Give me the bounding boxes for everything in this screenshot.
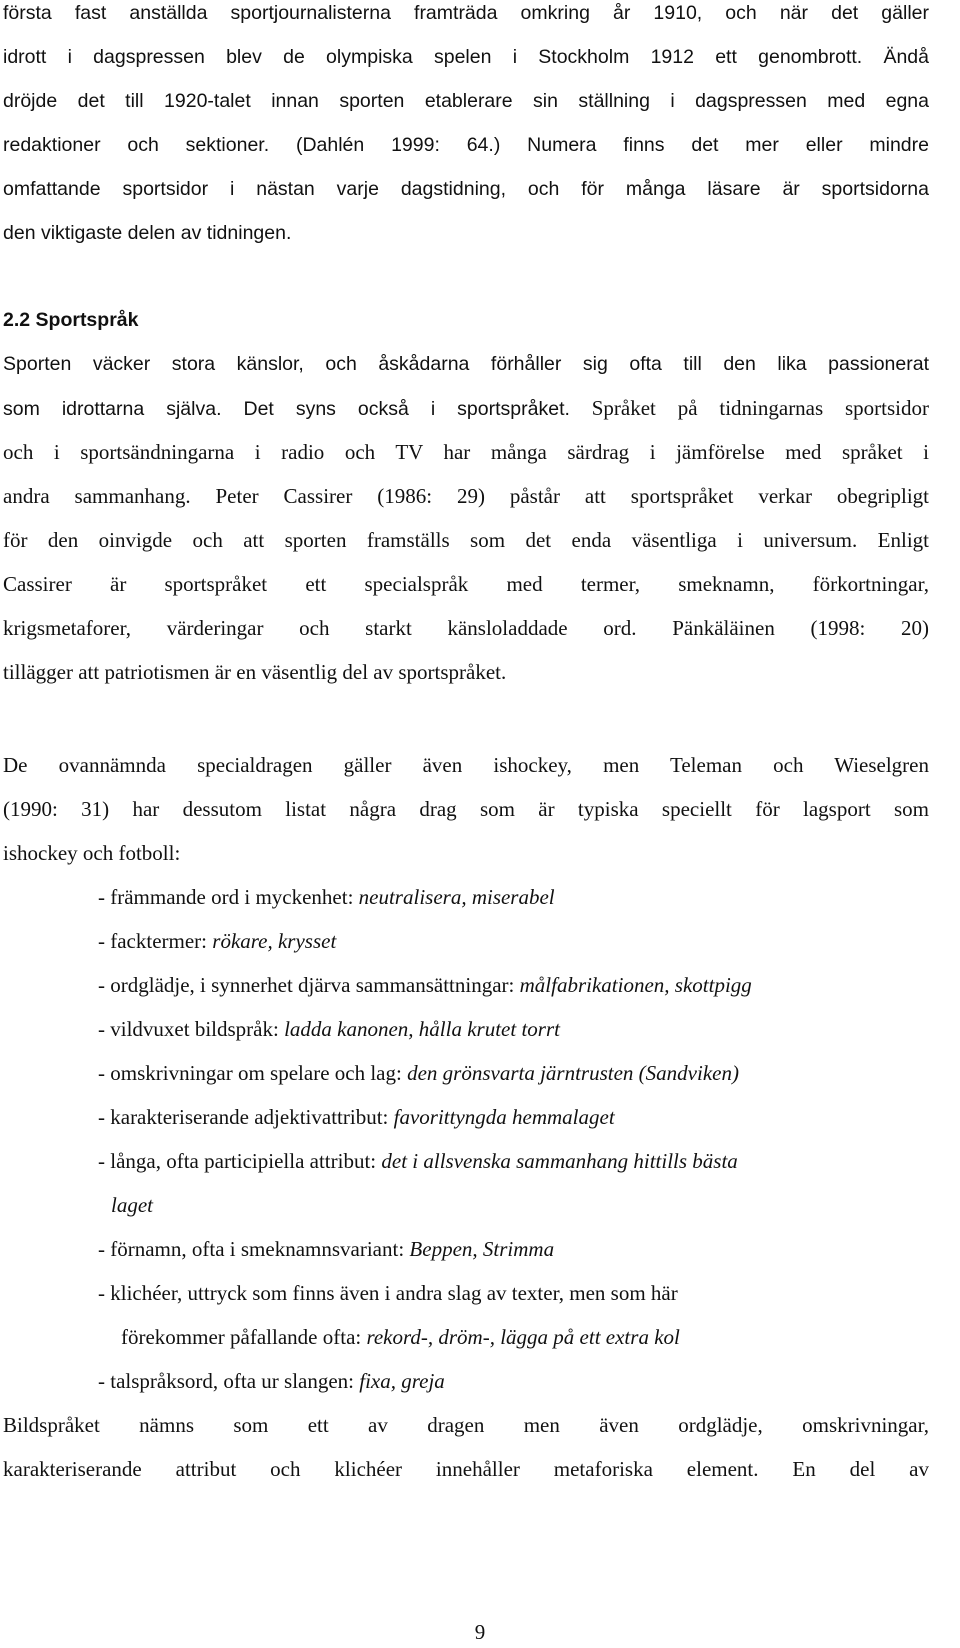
paragraph-2-line-2: [3, 386, 929, 430]
section-heading: 2.2 Sportspråk: [3, 309, 139, 331]
list-item-label: - långa, ofta participiella attribut:: [98, 1149, 382, 1173]
list-item: [98, 963, 752, 1007]
list-item-label: - klichéer, uttryck som finns även i andra slag av texter, men som här: [98, 1281, 678, 1305]
paragraph-3-line-1: De ovannämnda specialdragen gäller även ishockey, men Teleman och Wieselgren: [3, 753, 929, 777]
list-item: [98, 1095, 615, 1139]
paragraph-1-line-5: omfattande sportsidor i nästan varje dagstidning, och för många läsare är sportsidorna: [3, 178, 929, 200]
list-item-label: - ordglädje, i synnerhet djärva sammansättningar:: [98, 973, 520, 997]
paragraph-2-line-4: andra sammanhang. Peter Cassirer (1986: 29) påstår att sportspråket verkar obegripligt: [3, 484, 929, 508]
list-item-example: det i allsvenska sammanhang hittills bästa: [381, 1149, 738, 1173]
paragraph-2-line-2-serif: Språket på tidningarnas sportsidor: [569, 396, 930, 420]
list-item: [98, 1139, 738, 1183]
list-item-label: - förnamn, ofta i smeknamnsvariant:: [98, 1237, 410, 1261]
list-item-example: fixa, greja: [359, 1369, 445, 1393]
list-item-example: målfabrikationen, skottpigg: [519, 973, 752, 997]
list-item: [98, 875, 555, 919]
list-item: [98, 919, 336, 963]
paragraph-1-line-2: idrott i dagspressen blev de olympiska spelen i Stockholm 1912 ett genombrott. Ändå: [3, 46, 929, 68]
list-item-continuation: [111, 1183, 153, 1227]
page-number: 9: [474, 1620, 486, 1644]
paragraph-2-line-6: Cassirer är sportspråket ett specialspråk med termer, smeknamn, förkortningar,: [3, 572, 929, 596]
paragraph-3-line-2: (1990: 31) har dessutom listat några drag som är typiska speciellt för lagsport som: [3, 797, 929, 821]
paragraph-2-line-5: för den oinvigde och att sporten framställs som det enda väsentliga i universum. Enligt: [3, 528, 929, 552]
list-item-example: favorittyngda hemmalaget: [393, 1105, 615, 1129]
list-item-example: den grönsvarta järntrusten (Sandviken): [407, 1061, 739, 1085]
list-item-label: - vildvuxet bildspråk:: [98, 1017, 285, 1041]
paragraph-1-line-3: dröjde det till 1920-talet innan sporten etablerare sin ställning i dagspressen med egna: [3, 90, 929, 112]
paragraph-2-line-7: krigsmetaforer, värderingar och starkt känsloladdade ord. Pänkäläinen (1998: 20): [3, 616, 929, 640]
paragraph-3-line-3: ishockey och fotboll:: [3, 841, 181, 865]
list-item: [98, 1227, 554, 1271]
paragraph-1-line-6: den viktigaste delen av tidningen.: [3, 222, 292, 244]
list-item-label: - karakteriserande adjektivattribut:: [98, 1105, 394, 1129]
list-item-label: - facktermer:: [98, 929, 213, 953]
paragraph-2-line-1: Sporten väcker stora känslor, och åskådarna förhåller sig ofta till den lika passionerat: [3, 353, 929, 375]
list-item-label: förekommer påfallande ofta:: [121, 1325, 367, 1349]
list-item: [98, 1359, 445, 1403]
list-item-example: rekord-, dröm-, lägga på ett extra kol: [366, 1325, 680, 1349]
list-item-label: - omskrivningar om spelare och lag:: [98, 1061, 408, 1085]
list-item: [98, 1051, 739, 1095]
paragraph-2-line-8: tillägger att patriotismen är en väsentlig del av sportspråket.: [3, 660, 507, 684]
list-item: [98, 1007, 560, 1051]
paragraph-4-line-2: karakteriserande attribut och klichéer innehåller metaforiska element. En del av: [3, 1457, 929, 1481]
list-item-example: Beppen, Strimma: [409, 1237, 555, 1261]
paragraph-2-line-3: och i sportsändningarna i radio och TV har många särdrag i jämförelse med språket i: [3, 440, 929, 464]
paragraph-2-line-2-sans: som idrottarna själva. Det syns också i sportspråket.: [3, 398, 570, 420]
paragraph-4-line-1: Bildspråket nämns som ett av dragen men även ordglädje, omskrivningar,: [3, 1413, 929, 1437]
list-item-example: rökare, krysset: [212, 929, 337, 953]
list-item-example: neutralisera, miserabel: [358, 885, 555, 909]
list-item-example: ladda kanonen, hålla krutet torrt: [284, 1017, 560, 1041]
paragraph-1-line-4: redaktioner och sektioner. (Dahlén 1999: 64.) Numera finns det mer eller mindre: [3, 134, 929, 156]
list-item-continuation: [121, 1315, 680, 1359]
list-item: [98, 1271, 678, 1315]
list-item-label: - talspråksord, ofta ur slangen:: [98, 1369, 360, 1393]
list-item-example: laget: [111, 1193, 153, 1217]
list-item-label: - främmande ord i myckenhet:: [98, 885, 359, 909]
paragraph-1-line-1: första fast anställda sportjournalisterna framträda omkring år 1910, och när det gäller: [3, 2, 929, 24]
